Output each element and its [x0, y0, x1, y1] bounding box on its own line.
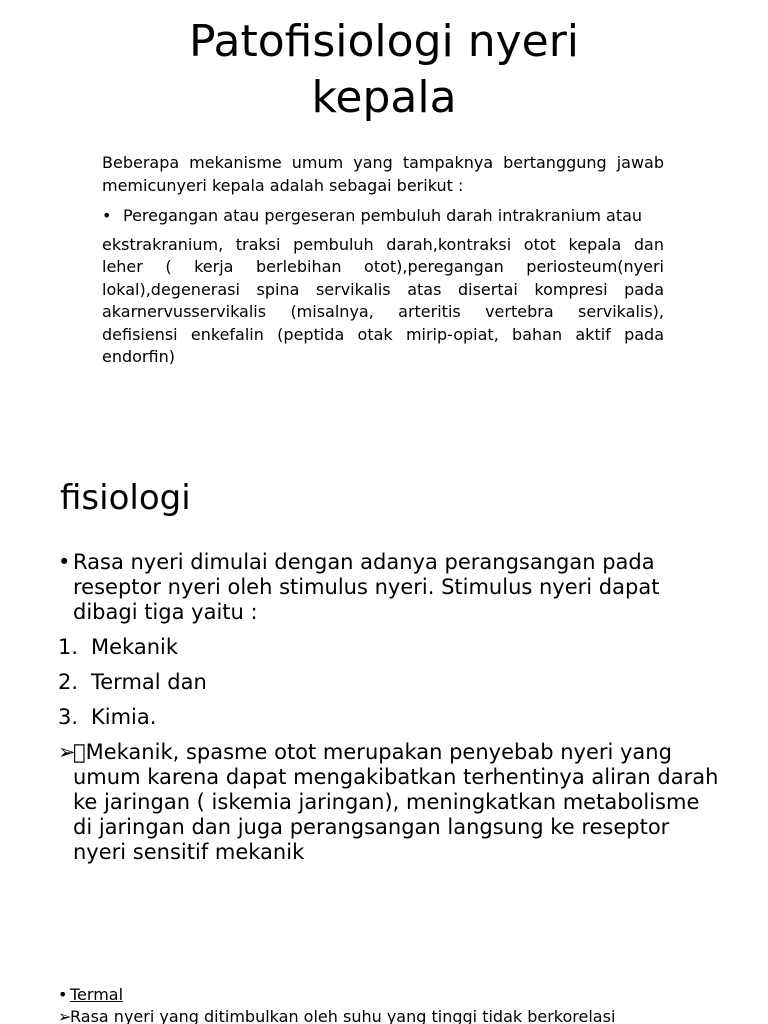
slide-patofisiologi [0, 0, 768, 440]
numbered-item [58, 705, 720, 730]
bullet-item [102, 205, 664, 228]
section-heading: Termal [70, 985, 124, 1004]
arrow-item [58, 1006, 698, 1024]
slide-body [102, 152, 664, 369]
title-line-1: Patofisiologi nyeri [188, 16, 580, 67]
bullet-text: Rasa nyeri dimulai dengan adanya perangsangan pada reseptor nyeri oleh stimulus nyeri. Stimulus nyeri dapat dibagi tiga yaitu : [73, 550, 660, 624]
item-number: 2. [58, 670, 79, 694]
bullet-mark: • [102, 206, 112, 225]
numbered-item [58, 670, 720, 695]
intro-paragraph: Beberapa mekanisme umum yang tampaknya bertanggung jawab memicunyeri kepala adalah sebagai berikut : [102, 153, 664, 195]
slide-body [58, 984, 698, 1024]
bullet-item [58, 550, 720, 625]
bullet-mark: • [58, 985, 68, 1004]
arrow-text: Rasa nyeri yang ditimbulkan oleh suhu yang tinggi tidak berkorelasi [70, 1007, 616, 1024]
arrow-item [58, 740, 720, 865]
item-number: 3. [58, 705, 79, 729]
arrow-bullet-icon: ➢ [58, 740, 76, 764]
numbered-item [58, 635, 720, 660]
arrow-bullet-icon: ➢ [58, 1007, 72, 1024]
slide-termal [0, 960, 768, 1024]
arrow-text:  Mekanik, spasme otot merupakan penyebab nyeri yang umum karena dapat mengakibatkan terhentinya aliran darah ke jaringan ( iskemia jaringan), meningkatkan metabolisme di jaringan dan juga perangsangan langsung ke reseptor nyeri sensitif mekanik [73, 740, 719, 864]
slide-body [58, 550, 720, 865]
bullet-item [58, 984, 698, 1006]
bullet-mark: • [58, 550, 71, 574]
item-text: Termal dan [91, 670, 207, 694]
continuation-paragraph: ekstrakranium, traksi pembuluh darah,kontraksi otot kepala dan leher ( kerja berlebihan otot),peregangan periosteum(nyeri lokal),degenerasi spina servikalis atas disertai kompresi pada akarnervusservikalis (misalnya, arteritis vertebra servikalis), defisiensi enkefalin (peptida otak mirip-opiat, bahan aktif pada endorfin) [102, 234, 664, 366]
title-line-2: kepala [311, 72, 457, 123]
slide-title [0, 14, 768, 126]
slide-fisiologi [0, 442, 768, 868]
item-text: Kimia. [91, 705, 157, 729]
item-number: 1. [58, 635, 79, 659]
item-text: Mekanik [91, 635, 179, 659]
slide-title: fisiologi [60, 478, 191, 518]
bullet-text: Peregangan atau pergeseran pembuluh darah intrakranium atau [123, 206, 643, 225]
